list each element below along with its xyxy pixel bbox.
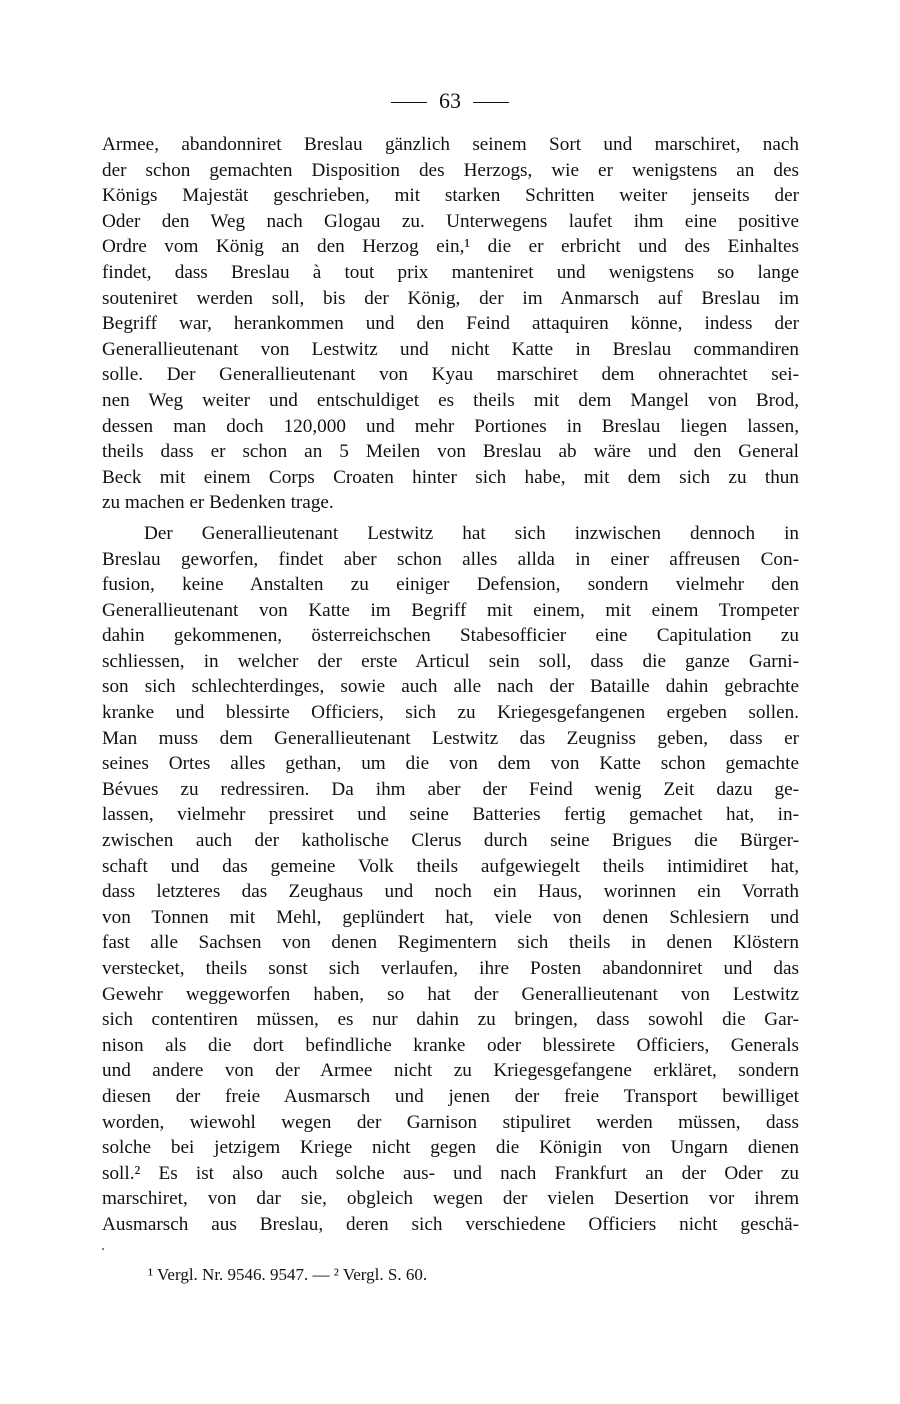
text-line: findet, dass Breslau à tout prix manteniret und wenigstens so lange (102, 261, 799, 283)
text-line: Ordre vom König an den Herzog ein,¹ die er erbricht und des Einhaltes (102, 236, 799, 258)
page-number-dash-left (391, 102, 427, 103)
text-line: lassen, vielmehr pressiret und seine Batteries fertig gemachet hat, in- (102, 804, 799, 826)
text-line: dahin gekommenen, österreichschen Stabesofficier eine Capitulation zu (102, 625, 799, 647)
text-line: solle. Der Generallieutenant von Kyau marschiret dem ohnerachtet sei- (102, 364, 799, 386)
text-line: Königs Majestät geschrieben, mit starken Schritten weiter jenseits der (102, 185, 799, 207)
paragraph-2 (102, 521, 799, 1238)
text-line: worden, wiewohl wegen der Garnison stipuliret werden müssen, dass (102, 1111, 799, 1133)
page-number (0, 88, 900, 114)
footnotes (148, 1264, 427, 1286)
text-line: son sich schlechterdinges, sowie auch alle nach der Bataille dahin gebrachte (102, 676, 799, 698)
text-line: sich contentiren müssen, es nur dahin zu bringen, dass sowohl die Gar- (102, 1009, 799, 1031)
page-number-value: 63 (439, 88, 461, 113)
text-line: souteniret werden soll, bis der König, der im Anmarsch auf Breslau im (102, 287, 799, 309)
text-line: von Tonnen mit Mehl, geplündert hat, viele von denen Schlesiern und (102, 906, 799, 928)
stray-mark (102, 1248, 104, 1250)
text-line: fusion, keine Anstalten zu einiger Defension, sondern vielmehr den (102, 574, 799, 596)
text-line: Bévues zu redressiren. Da ihm aber der Feind wenig Zeit dazu ge- (102, 778, 799, 800)
text-line: seines Ortes alles gethan, um die von dem von Katte schon gemachte (102, 753, 799, 775)
text-line: Generallieutenant von Katte im Begriff mit einem, mit einem Trompeter (102, 599, 799, 621)
paragraph-1 (102, 132, 799, 516)
text-line: schliessen, in welcher der erste Articul sein soll, dass die ganze Garni- (102, 650, 799, 672)
text-line: Generallieutenant von Lestwitz und nicht Katte in Breslau commandiren (102, 338, 799, 360)
text-line: Beck mit einem Corps Croaten hinter sich habe, mit dem sich zu thun (102, 466, 799, 488)
text-line: Oder den Weg nach Glogau zu. Unterwegens laufet ihm eine positive (102, 210, 799, 232)
text-line: zwischen auch der katholische Clerus durch seine Brigues die Bürger- (102, 830, 799, 852)
text-line: schaft und das gemeine Volk theils aufgewiegelt theils intimidiret hat, (102, 855, 799, 877)
text-line: Man muss dem Generallieutenant Lestwitz das Zeugniss geben, dass er (102, 727, 799, 749)
text-line: marschiret, von dar sie, obgleich wegen der vielen Desertion vor ihrem (102, 1188, 799, 1210)
text-line: fast alle Sachsen von denen Regimentern sich theils in denen Klöstern (102, 932, 799, 954)
text-line: theils dass er schon an 5 Meilen von Breslau ab wäre und den General (102, 441, 799, 463)
text-line: Gewehr weggeworfen haben, so hat der Generallieutenant von Lestwitz (102, 983, 799, 1005)
text-line: Armee, abandonniret Breslau gänzlich seinem Sort und marschiret, nach (102, 134, 799, 155)
text-line: und andere von der Armee nicht zu Kriegesgefangene erkläret, sondern (102, 1060, 799, 1082)
text-line: nen Weg weiter und entschuldiget es theils mit dem Mangel von Brod, (102, 389, 799, 411)
text-line: kranke und blessirte Officiers, sich zu Kriegesgefangenen ergeben sollen. (102, 702, 799, 724)
text-line: der schon gemachten Disposition des Herzogs, wie er wenigstens an des (102, 159, 799, 181)
text-line: diesen der freie Ausmarsch und jenen der freie Transport bewilliget (102, 1085, 799, 1107)
body-text (102, 132, 799, 1238)
text-line: solche bei jetzigem Kriege nicht gegen die Königin von Ungarn dienen (102, 1137, 799, 1159)
text-line: verstecket, theils sonst sich verlaufen, ihre Posten abandonniret und das (102, 958, 799, 979)
text-line: Ausmarsch aus Breslau, deren sich verschiedene Officiers nicht geschä- (102, 1213, 799, 1235)
text-line: nison als die dort befindliche kranke oder blessirete Officiers, Generals (102, 1034, 799, 1056)
text-line: Begriff war, herankommen und den Feind attaquiren könne, indess der (102, 313, 799, 335)
text-line: Der Generallieutenant Lestwitz hat sich inzwischen dennoch in (144, 522, 799, 544)
text-line: Breslau geworfen, findet aber schon alles allda in einer affreusen Con- (102, 548, 799, 570)
text-line: soll.² Es ist also auch solche aus- und nach Frankfurt an der Oder zu (102, 1162, 799, 1184)
text-line: zu machen er Bedenken trage. (102, 492, 334, 514)
footnote-text: ¹ Vergl. Nr. 9546. 9547. — ² Vergl. S. 60. (148, 1265, 428, 1284)
text-line: dass letzteres das Zeughaus und noch ein Haus, worinnen ein Vorrath (102, 881, 799, 903)
page-number-dash-right (473, 102, 509, 103)
text-line: dessen man doch 120,000 und mehr Portiones in Breslau liegen lassen, (102, 415, 799, 437)
